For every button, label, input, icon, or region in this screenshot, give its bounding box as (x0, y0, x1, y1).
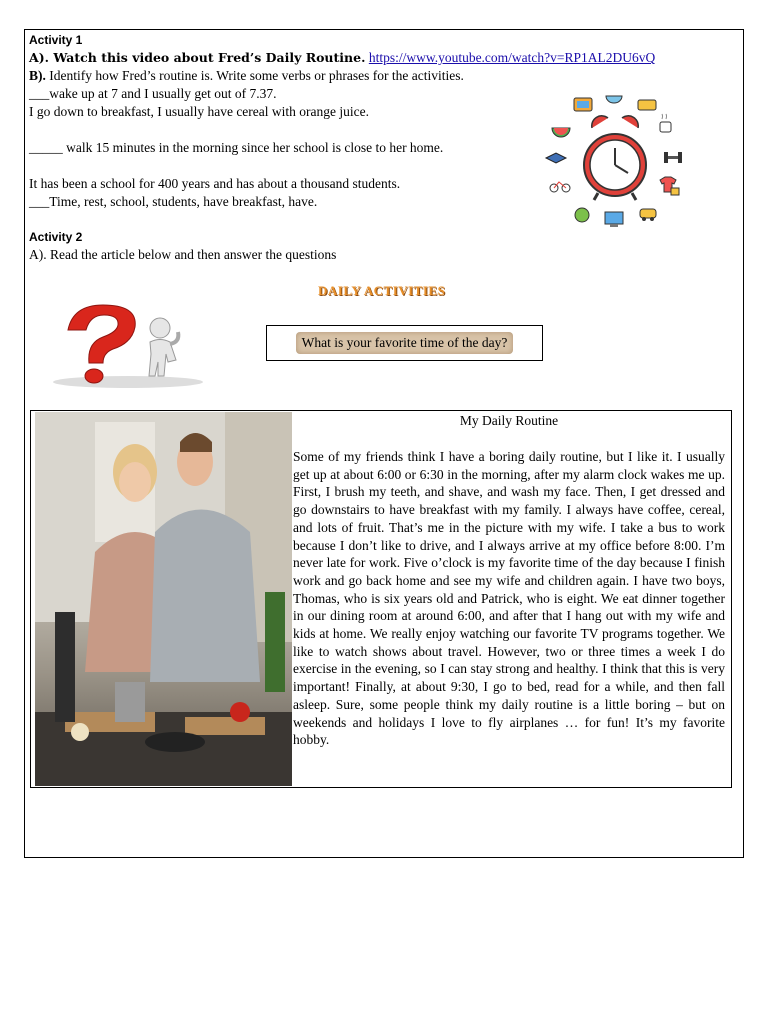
activity1-part-b (29, 67, 464, 84)
bicycle-icon (550, 182, 570, 192)
coffee-cup-icon (660, 114, 671, 132)
question-mark-graphic (48, 300, 213, 390)
taxi-icon (640, 209, 656, 221)
video-link[interactable]: https://www.youtube.com/watch?v=RP1AL2DU6vQ (368, 50, 656, 65)
graduation-cap-icon (546, 153, 566, 163)
exercise-line-2: I go down to breakfast, I usually have cereal with orange juice. (29, 104, 369, 119)
article-title: My Daily Routine (459, 413, 559, 428)
bowl-icon (606, 96, 622, 103)
activity2-instruction: A). Read the article below and then answer the questions (29, 247, 337, 262)
shirt-icon (660, 177, 679, 195)
computer-icon (605, 212, 623, 227)
part-a-label: A). Watch this video about Fred’s Daily Routine. (29, 50, 366, 65)
sofa-icon (638, 100, 656, 110)
part-b-text: Identify how Fred’s routine is. Write some verbs or phrases for the activities. (49, 68, 464, 83)
question-box (266, 325, 543, 361)
tv-icon (574, 98, 592, 111)
dumbbell-icon (664, 152, 682, 163)
alarm-clock-illustration (540, 88, 690, 234)
exercise-line-4: It has been a school for 400 years and has about a thousand students. (29, 176, 401, 191)
activity2-heading: Activity 2 (29, 230, 83, 244)
couple-cooking-photo (35, 412, 292, 786)
part-b-label: B). (29, 68, 46, 83)
exercise-line-1: ___wake up at 7 and I usually get out of 7.37. (29, 86, 277, 101)
watermelon-icon (552, 128, 570, 137)
exercise-line-5: ___Time, rest, school, students, have breakfast, have. (29, 194, 318, 209)
article-body: Some of my friends think I have a boring daily routine, but I like it. I usually get up at about 6:00 or 6:30 in the morning, after my alarm clock wakes me up. First, I brush my teeth, and shave, and wash my face. Then, I get dressed and go downstairs to have breakfast with my family. I always have coffee, cereal, and lots of fruit. That’s me in the picture with my wife. I take a bus to work because I don’t like to drive, and I always arrive at my office before 8:00. I’m never late for work. Five o’clock is my favorite time of the day because I finish work and go back home and see my wife and children again. I have two boys, Thomas, who is six years old and Patrick, who is eight. We eat dinner together in our dining room at around 6:00, and after that I hang out with my wife and kids at home. We really enjoy watching our favorite TV programs together. We like to watch shows about travel. However, two or three times a week I do exercise in the evening, so I can stay strong and healthy. I think that this is very important! Finally, at about 9:30, I go to bed, read for a while, and then fall asleep. Sure, some people think my daily routine is a little boring – but on weekends and holidays I love to fly airplanes … for fun! It’s my favorite hobby. (293, 449, 725, 748)
exercise-line-3: _____ walk 15 minutes in the morning since her school is close to her home. (29, 140, 444, 155)
alarm-clock-icon (584, 116, 646, 200)
activity1-part-a (29, 49, 655, 66)
activity1-heading: Activity 1 (29, 33, 83, 47)
question-mark-icon (68, 305, 135, 383)
daily-activities-title: DAILY ACTIVITIES (318, 283, 446, 298)
favorite-time-question: What is your favorite time of the day? (296, 332, 514, 354)
thinking-figure-icon (149, 318, 178, 376)
apple-icon (575, 208, 589, 222)
